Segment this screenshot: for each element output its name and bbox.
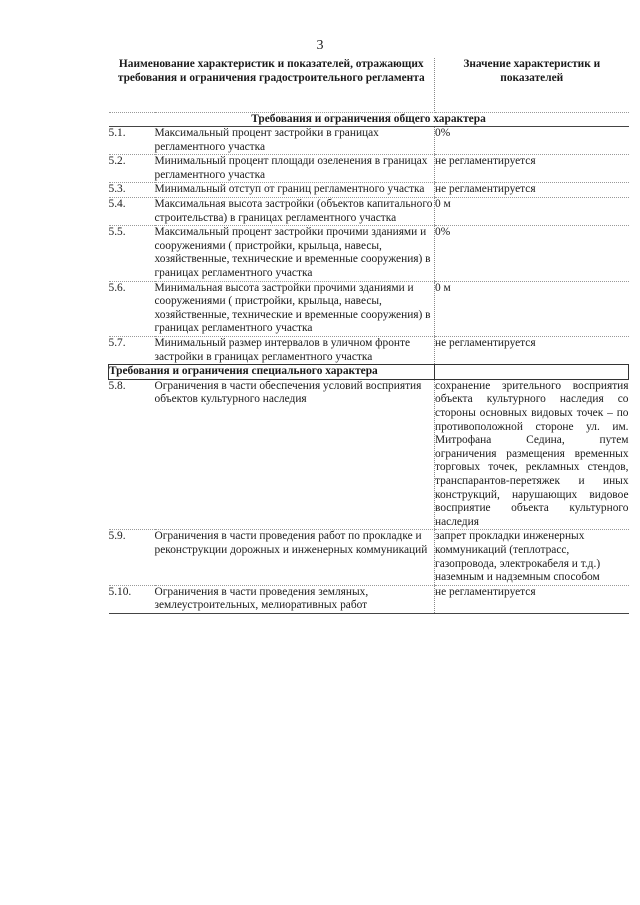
section-special-title: Требования и ограничения специального характера (109, 365, 435, 380)
row-value: не регламентируется (435, 183, 629, 198)
row-value: 0% (435, 127, 629, 155)
row-number: 5.10. (109, 585, 155, 613)
row-value: 0 м (435, 281, 629, 336)
header-values: Значение характеристик и показателей (435, 58, 629, 112)
table-header-row (109, 58, 629, 112)
row-name: Минимальный отступ от границ регламентного участка (155, 183, 435, 198)
table-row (109, 198, 629, 226)
table-row (109, 183, 629, 198)
section-general-title: Требования и ограничения общего характера (109, 112, 629, 127)
row-value: не регламентируется (435, 337, 629, 365)
table-row (109, 585, 629, 613)
row-name: Минимальный процент площади озеленения в границах регламентного участка (155, 155, 435, 183)
regulation-table (108, 58, 629, 614)
section-general-row (109, 112, 629, 127)
section-special-empty-cell (435, 365, 629, 380)
row-name: Максимальный процент застройки в границах регламентного участка (155, 127, 435, 155)
row-value: 0 м (435, 198, 629, 226)
row-value: запрет прокладки инженерных коммуникаций (теплотрасс, газопровода, электрокабеля и т.д.) наземным и надземным способом (435, 530, 629, 585)
row-number: 5.8. (109, 379, 155, 530)
row-name: Минимальная высота застройки прочими зданиями и сооружениями ( пристройки, крыльца, навесы, хозяйственные, технические и временные сооружения) в границах регламентного участка (155, 281, 435, 336)
table-row (109, 379, 629, 530)
row-number: 5.6. (109, 281, 155, 336)
row-name: Минимальный размер интервалов в уличном фронте застройки в границах регламентного участка (155, 337, 435, 365)
page-number: 3 (316, 38, 324, 53)
row-name: Ограничения в части обеспечения условий восприятия объектов культурного наследия (155, 379, 435, 530)
header-characteristics: Наименование характеристик и показателей, отражающих требования и ограничения градостроительного регламента (109, 58, 435, 112)
table-row (109, 281, 629, 336)
table-row (109, 337, 629, 365)
row-value: сохранение зрительного восприятия объекта культурного наследия со стороны основных видовых точек – по противоположной стороне ул. им. Митрофана Седина, путем ограничения размещения временных торговых точек, рекламных стендов, транспарантов-перетяжек и иных конструкций, нарушающих видовое восприятие объекта культурного наследия (435, 379, 629, 530)
row-number: 5.5. (109, 226, 155, 281)
row-number: 5.3. (109, 183, 155, 198)
table-row (109, 155, 629, 183)
row-number: 5.1. (109, 127, 155, 155)
table-row (109, 530, 629, 585)
row-name: Максимальный процент застройки прочими зданиями и сооружениями ( пристройки, крыльца, навесы, хозяйственные, технические и временные сооружения) в границах регламентного участка (155, 226, 435, 281)
table-row (109, 127, 629, 155)
row-number: 5.7. (109, 337, 155, 365)
row-name: Максимальная высота застройки (объектов капитального строительства) в границах регламентного участка (155, 198, 435, 226)
row-number: 5.2. (109, 155, 155, 183)
row-value: 0% (435, 226, 629, 281)
row-value: не регламентируется (435, 585, 629, 613)
row-number: 5.4. (109, 198, 155, 226)
table-row (109, 226, 629, 281)
row-name: Ограничения в части проведения земляных, землеустроительных, мелиоративных работ (155, 585, 435, 613)
row-name: Ограничения в части проведения работ по прокладке и реконструкции дорожных и инженерных коммуникаций (155, 530, 435, 585)
section-special-row (109, 365, 629, 380)
row-value: не регламентируется (435, 155, 629, 183)
row-number: 5.9. (109, 530, 155, 585)
